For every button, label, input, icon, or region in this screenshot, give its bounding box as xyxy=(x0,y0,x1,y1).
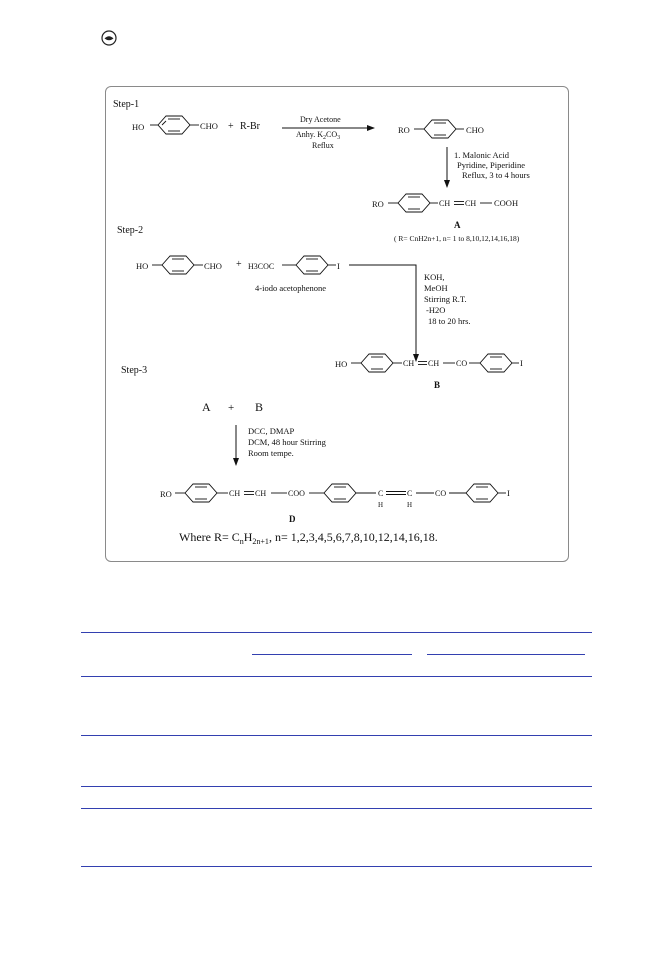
step2-label: Step-2 xyxy=(117,225,144,236)
s2-iodoacetophenone-ring xyxy=(282,256,336,274)
s1-down-cond2: Pyridine, Piperidine xyxy=(457,160,525,170)
s2-reactant-cho: CHO xyxy=(204,261,222,271)
s3-cond-temp: Room tempe. xyxy=(248,448,294,458)
step3-label: Step-3 xyxy=(121,365,148,376)
a-ch-1: CH xyxy=(439,199,451,208)
b-iodo: I xyxy=(520,358,523,368)
s3-cond-dcm: DCM, 48 hour Stirring xyxy=(248,437,326,447)
s1-product-cho: CHO xyxy=(466,125,484,135)
compound-a-label: A xyxy=(454,220,461,230)
d-vinyl-h1: H xyxy=(378,501,384,509)
s1-product-benzene-ring xyxy=(414,120,464,138)
s3-reactant-b: B xyxy=(255,400,264,414)
compound-d-label: D xyxy=(289,514,296,524)
b-ho: HO xyxy=(335,359,348,369)
s2-cond-h2o: -H2O xyxy=(426,305,446,315)
d-ch-2: CH xyxy=(255,489,267,498)
b-ch-1: CH xyxy=(403,359,415,368)
b-co: CO xyxy=(456,359,468,368)
compound-b-label: B xyxy=(434,380,441,390)
d-iodo: I xyxy=(507,488,510,498)
d-vinyl-c1: C xyxy=(378,489,384,498)
d-vinyl-c2: C xyxy=(407,489,413,498)
d-co: CO xyxy=(435,489,447,498)
s2-cond-stirring: Stirring R.T. xyxy=(424,294,467,304)
s2-cond-time: 18 to 20 hrs. xyxy=(428,316,471,326)
s1-reactant-cho: CHO xyxy=(200,121,218,131)
step1-label: Step-1 xyxy=(113,99,140,110)
s1-cond-solvent: Dry Acetone xyxy=(300,115,341,124)
d-ch-1: CH xyxy=(229,489,241,498)
s2-cond-koh: KOH, xyxy=(424,272,445,282)
b-ch-2: CH xyxy=(428,359,440,368)
s2-ketone-iodo: I xyxy=(337,261,340,271)
publisher-logo-icon xyxy=(101,30,117,46)
a-r-definition: ( R= CnH2n+1, n= 1 to 8,10,12,14,16,18) xyxy=(394,234,520,243)
a-ch-2: CH xyxy=(465,199,477,208)
s1-cond-base: Anhy. $K_2CO_3$ xyxy=(296,130,341,141)
s1-down-cond1: 1. Malonic Acid xyxy=(454,150,510,160)
s1-down-cond3: Reflux, 3 to 4 hours xyxy=(462,170,530,180)
s2-benzene-ring xyxy=(152,256,203,274)
table-row-rule-1 xyxy=(81,735,592,736)
reaction-scheme-figure xyxy=(105,86,569,562)
s3-cond-dcc: DCC, DMAP xyxy=(248,426,295,436)
s2-cond-meoh: MeOH xyxy=(424,283,448,293)
s2-reaction-arrow xyxy=(349,265,416,361)
table-top-rule xyxy=(81,632,592,633)
a-cooh: COOH xyxy=(494,198,519,208)
table-row-rule-2 xyxy=(81,786,592,787)
s3-plus: + xyxy=(228,402,235,414)
table-row-rule-3 xyxy=(81,808,592,809)
s1-benzene-ring xyxy=(150,116,199,134)
table-header-rule xyxy=(81,676,592,677)
d-ro: RO xyxy=(160,489,172,499)
s1-reactant-ho: HO xyxy=(132,122,145,132)
s2-reactant-ho: HO xyxy=(136,261,149,271)
s1-cond-reflux: Reflux xyxy=(312,141,334,150)
s2-ketone-h3coc: H3COC xyxy=(248,262,275,271)
table-bottom-rule xyxy=(81,866,592,867)
table-subheader-rule-2 xyxy=(427,654,585,655)
s3-reactant-a: A xyxy=(202,400,211,414)
s1-plus: + xyxy=(228,121,234,132)
s2-ketone-name: 4-iodo acetophenone xyxy=(255,283,327,293)
a-ro: RO xyxy=(372,199,384,209)
reaction-scheme-drawing xyxy=(106,87,570,563)
d-vinyl-h2: H xyxy=(407,501,413,509)
d-coo: COO xyxy=(288,489,305,498)
s2-plus: + xyxy=(236,259,242,270)
s1-reagent-rbr: R-Br xyxy=(240,121,260,132)
d-r-definition: Where $R= C_nH_{2n+1}$, n= 1,2,3,4,5,6,7,8,10,12,14,16,18. xyxy=(179,530,438,546)
s1-product-ro: RO xyxy=(398,125,410,135)
table-subheader-rule-1 xyxy=(252,654,412,655)
d-structure-bonds xyxy=(175,484,506,502)
